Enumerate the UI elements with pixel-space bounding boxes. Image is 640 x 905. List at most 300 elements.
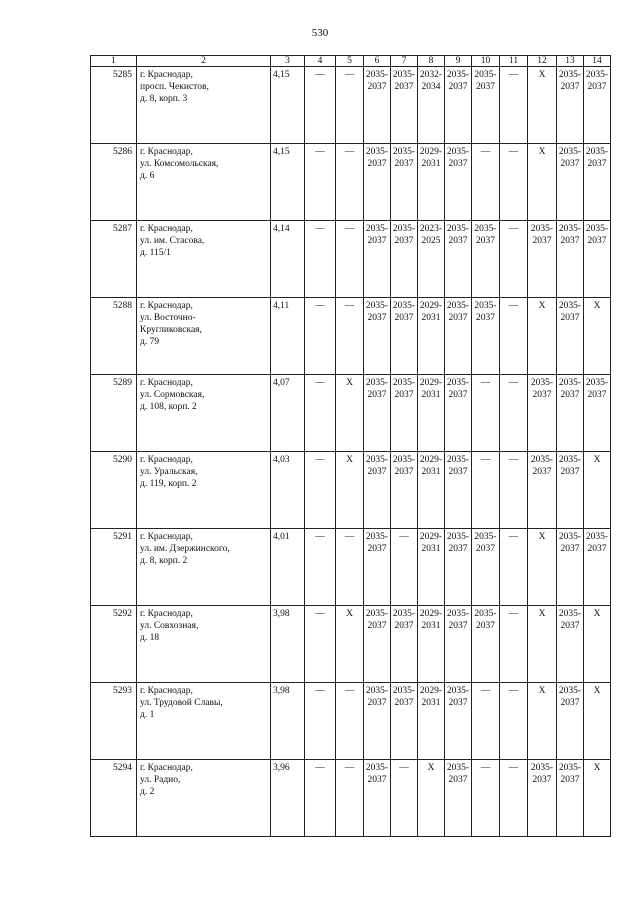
period-end: 2037 bbox=[448, 775, 468, 785]
period-cell bbox=[472, 298, 500, 375]
period-start: 2029- bbox=[419, 686, 443, 696]
period-end: 2037 bbox=[587, 544, 607, 554]
address-line: г. Краснодар, bbox=[140, 147, 193, 157]
address-line: ул. Радио, bbox=[140, 775, 181, 785]
address-line: д. 1 bbox=[140, 710, 155, 720]
period-cell: — bbox=[500, 452, 528, 529]
period-cell bbox=[557, 67, 584, 144]
address-line: г. Краснодар, bbox=[140, 301, 193, 311]
period-end: 2031 bbox=[421, 698, 441, 708]
period-cell: X bbox=[584, 298, 611, 375]
value-cell: 4,14 bbox=[271, 221, 305, 298]
period-end: 2037 bbox=[560, 467, 580, 477]
address-cell bbox=[137, 606, 271, 683]
table-row bbox=[91, 375, 611, 452]
period-end: 2037 bbox=[448, 236, 468, 246]
address-line: г. Краснодар, bbox=[140, 686, 193, 696]
column-header: 5 bbox=[336, 56, 364, 67]
period-end: 2037 bbox=[587, 159, 607, 169]
column-header: 4 bbox=[305, 56, 336, 67]
table-row bbox=[91, 606, 611, 683]
period-cell: — bbox=[472, 144, 500, 221]
period-cell bbox=[557, 298, 584, 375]
address-line: д. 79 bbox=[140, 337, 160, 347]
column-header: 6 bbox=[364, 56, 391, 67]
period-start: 2035- bbox=[365, 686, 389, 696]
period-end: 2037 bbox=[560, 313, 580, 323]
period-end: 2037 bbox=[560, 390, 580, 400]
period-cell: — bbox=[336, 67, 364, 144]
column-header: 9 bbox=[445, 56, 472, 67]
column-header: 10 bbox=[472, 56, 500, 67]
period-cell bbox=[418, 606, 445, 683]
period-cell bbox=[584, 529, 611, 606]
period-start: 2035- bbox=[446, 455, 470, 465]
period-cell: X bbox=[528, 606, 557, 683]
value-cell: 4,03 bbox=[271, 452, 305, 529]
address-line: просп. Чекистов, bbox=[140, 82, 209, 92]
period-start: 2035- bbox=[365, 378, 389, 388]
address-cell bbox=[137, 760, 271, 837]
period-end: 2037 bbox=[367, 82, 387, 92]
address-line: ул. Восточно- bbox=[140, 313, 196, 323]
period-cell: X bbox=[584, 452, 611, 529]
address-cell bbox=[137, 452, 271, 529]
period-cell bbox=[445, 67, 472, 144]
period-cell: — bbox=[305, 683, 336, 760]
period-cell bbox=[418, 452, 445, 529]
period-cell bbox=[472, 606, 500, 683]
period-start: 2035- bbox=[474, 532, 497, 542]
period-cell bbox=[364, 683, 391, 760]
address-line: ул. им. Стасова, bbox=[140, 236, 205, 246]
period-cell bbox=[364, 529, 391, 606]
period-cell bbox=[445, 298, 472, 375]
period-cell bbox=[528, 760, 557, 837]
period-start: 2029- bbox=[419, 378, 443, 388]
period-end: 2037 bbox=[394, 313, 414, 323]
period-cell bbox=[445, 529, 472, 606]
value-cell: 3,96 bbox=[271, 760, 305, 837]
period-cell: — bbox=[500, 760, 528, 837]
period-cell: X bbox=[528, 298, 557, 375]
period-cell bbox=[364, 221, 391, 298]
value-cell: 4,15 bbox=[271, 144, 305, 221]
column-header: 11 bbox=[500, 56, 528, 67]
period-cell bbox=[557, 606, 584, 683]
row-number: 5290 bbox=[91, 452, 137, 529]
period-cell: — bbox=[336, 221, 364, 298]
period-cell: — bbox=[472, 452, 500, 529]
period-cell: — bbox=[336, 144, 364, 221]
period-start: 2035- bbox=[365, 70, 389, 80]
period-cell: — bbox=[500, 683, 528, 760]
table-row bbox=[91, 760, 611, 837]
period-cell bbox=[584, 221, 611, 298]
period-cell bbox=[364, 298, 391, 375]
table-row bbox=[91, 529, 611, 606]
period-cell: — bbox=[500, 529, 528, 606]
period-start: 2029- bbox=[419, 147, 443, 157]
value-cell: 4,11 bbox=[271, 298, 305, 375]
period-start: 2035- bbox=[392, 378, 416, 388]
period-cell: X bbox=[584, 606, 611, 683]
period-cell: — bbox=[391, 529, 418, 606]
period-start: 2035- bbox=[558, 609, 582, 619]
period-end: 2031 bbox=[421, 159, 441, 169]
period-end: 2037 bbox=[367, 390, 387, 400]
period-start: 2035- bbox=[558, 301, 582, 311]
period-cell bbox=[528, 375, 557, 452]
table-row bbox=[91, 221, 611, 298]
period-cell bbox=[364, 760, 391, 837]
page-number: 530 bbox=[311, 27, 329, 39]
period-end: 2037 bbox=[560, 621, 580, 631]
period-start: 2035- bbox=[365, 301, 389, 311]
period-cell bbox=[418, 298, 445, 375]
period-cell bbox=[418, 144, 445, 221]
period-end: 2037 bbox=[532, 236, 552, 246]
period-end: 2037 bbox=[532, 390, 552, 400]
period-start: 2035- bbox=[446, 378, 470, 388]
period-end: 2037 bbox=[448, 82, 468, 92]
buildings-table bbox=[90, 55, 611, 837]
period-cell bbox=[391, 683, 418, 760]
period-cell bbox=[364, 452, 391, 529]
period-cell bbox=[445, 221, 472, 298]
table-row bbox=[91, 144, 611, 221]
period-cell bbox=[445, 683, 472, 760]
period-start: 2029- bbox=[419, 532, 443, 542]
period-cell bbox=[557, 529, 584, 606]
period-start: 2035- bbox=[558, 70, 582, 80]
period-end: 2037 bbox=[448, 544, 468, 554]
period-start: 2035- bbox=[392, 224, 416, 234]
period-end: 2031 bbox=[421, 621, 441, 631]
period-cell: X bbox=[418, 760, 445, 837]
period-cell bbox=[445, 144, 472, 221]
period-end: 2037 bbox=[476, 82, 495, 92]
address-cell bbox=[137, 683, 271, 760]
period-start: 2035- bbox=[558, 532, 582, 542]
period-cell: — bbox=[500, 298, 528, 375]
period-start: 2035- bbox=[365, 455, 389, 465]
period-end: 2037 bbox=[476, 621, 495, 631]
period-start: 2035- bbox=[446, 686, 470, 696]
period-start: 2035- bbox=[365, 763, 389, 773]
period-start: 2035- bbox=[446, 532, 470, 542]
period-cell bbox=[418, 221, 445, 298]
period-cell: — bbox=[500, 375, 528, 452]
period-end: 2037 bbox=[560, 82, 580, 92]
period-end: 2037 bbox=[394, 698, 414, 708]
address-cell bbox=[137, 298, 271, 375]
period-start: 2035- bbox=[446, 70, 470, 80]
period-end: 2037 bbox=[367, 544, 387, 554]
period-end: 2037 bbox=[448, 467, 468, 477]
period-cell bbox=[557, 144, 584, 221]
period-cell bbox=[391, 375, 418, 452]
period-cell bbox=[418, 375, 445, 452]
period-start: 2035- bbox=[446, 609, 470, 619]
row-number: 5292 bbox=[91, 606, 137, 683]
period-cell bbox=[391, 452, 418, 529]
period-cell bbox=[528, 452, 557, 529]
period-cell bbox=[584, 375, 611, 452]
period-cell: — bbox=[305, 221, 336, 298]
period-cell: — bbox=[500, 221, 528, 298]
value-cell: 4,01 bbox=[271, 529, 305, 606]
row-number: 5289 bbox=[91, 375, 137, 452]
period-end: 2037 bbox=[476, 544, 495, 554]
address-line: д. 115/1 bbox=[140, 248, 171, 258]
address-cell bbox=[137, 144, 271, 221]
period-start: 2035- bbox=[365, 532, 389, 542]
period-start: 2029- bbox=[419, 301, 443, 311]
period-cell bbox=[472, 67, 500, 144]
period-end: 2037 bbox=[448, 390, 468, 400]
period-cell bbox=[445, 606, 472, 683]
address-line: д. 119, корп. 2 bbox=[140, 479, 197, 489]
table-row bbox=[91, 67, 611, 144]
period-cell bbox=[557, 452, 584, 529]
column-header: 12 bbox=[528, 56, 557, 67]
address-line: г. Краснодар, bbox=[140, 609, 193, 619]
period-cell bbox=[472, 221, 500, 298]
period-end: 2037 bbox=[560, 544, 580, 554]
period-start: 2035- bbox=[392, 609, 416, 619]
period-end: 2037 bbox=[367, 621, 387, 631]
period-cell bbox=[364, 375, 391, 452]
period-cell: X bbox=[336, 606, 364, 683]
address-line: ул. им. Дзержинского, bbox=[140, 544, 230, 554]
address-line: г. Краснодар, bbox=[140, 763, 193, 773]
period-start: 2035- bbox=[392, 70, 416, 80]
period-end: 2037 bbox=[587, 236, 607, 246]
period-cell: — bbox=[336, 760, 364, 837]
address-cell bbox=[137, 67, 271, 144]
address-line: д. 2 bbox=[140, 787, 155, 797]
period-cell: X bbox=[584, 760, 611, 837]
period-end: 2037 bbox=[367, 698, 387, 708]
address-line: г. Краснодар, bbox=[140, 455, 193, 465]
period-cell: X bbox=[584, 683, 611, 760]
period-end: 2037 bbox=[448, 313, 468, 323]
table-header-row bbox=[91, 56, 611, 67]
period-start: 2035- bbox=[585, 532, 609, 542]
column-header: 7 bbox=[391, 56, 418, 67]
period-start: 2035- bbox=[474, 70, 497, 80]
address-line: г. Краснодар, bbox=[140, 378, 193, 388]
value-cell: 3,98 bbox=[271, 606, 305, 683]
period-cell bbox=[418, 529, 445, 606]
period-end: 2037 bbox=[394, 390, 414, 400]
period-end: 2037 bbox=[587, 390, 607, 400]
period-cell bbox=[364, 144, 391, 221]
period-start: 2035- bbox=[558, 763, 582, 773]
row-number: 5287 bbox=[91, 221, 137, 298]
period-start: 2023- bbox=[419, 224, 443, 234]
period-start: 2035- bbox=[558, 147, 582, 157]
period-end: 2037 bbox=[367, 467, 387, 477]
period-cell: — bbox=[336, 529, 364, 606]
value-cell: 4,07 bbox=[271, 375, 305, 452]
period-end: 2031 bbox=[421, 544, 441, 554]
period-start: 2035- bbox=[558, 455, 582, 465]
period-cell bbox=[391, 298, 418, 375]
period-start: 2035- bbox=[530, 224, 554, 234]
period-cell: — bbox=[305, 144, 336, 221]
period-end: 2037 bbox=[394, 159, 414, 169]
period-start: 2029- bbox=[419, 609, 443, 619]
period-end: 2037 bbox=[367, 236, 387, 246]
period-start: 2035- bbox=[392, 455, 416, 465]
period-end: 2037 bbox=[448, 159, 468, 169]
address-line: г. Краснодар, bbox=[140, 532, 193, 542]
period-end: 2037 bbox=[448, 698, 468, 708]
period-end: 2037 bbox=[476, 236, 495, 246]
table-row bbox=[91, 452, 611, 529]
period-start: 2035- bbox=[365, 147, 389, 157]
period-cell bbox=[364, 67, 391, 144]
period-end: 2037 bbox=[560, 775, 580, 785]
period-end: 2037 bbox=[394, 621, 414, 631]
row-number: 5293 bbox=[91, 683, 137, 760]
period-start: 2035- bbox=[558, 224, 582, 234]
period-start: 2035- bbox=[474, 301, 497, 311]
table-row bbox=[91, 298, 611, 375]
period-cell bbox=[445, 760, 472, 837]
period-cell: — bbox=[305, 606, 336, 683]
period-cell: — bbox=[472, 375, 500, 452]
period-start: 2035- bbox=[446, 763, 470, 773]
row-number: 5286 bbox=[91, 144, 137, 221]
table-row bbox=[91, 683, 611, 760]
column-header: 3 bbox=[271, 56, 305, 67]
period-cell: — bbox=[305, 67, 336, 144]
period-cell: — bbox=[336, 298, 364, 375]
period-start: 2035- bbox=[446, 224, 470, 234]
column-header: 13 bbox=[557, 56, 584, 67]
column-header: 8 bbox=[418, 56, 445, 67]
period-end: 2037 bbox=[532, 467, 552, 477]
period-cell bbox=[557, 221, 584, 298]
row-number: 5294 bbox=[91, 760, 137, 837]
column-header: 1 bbox=[91, 56, 137, 67]
period-end: 2037 bbox=[476, 313, 495, 323]
address-line: д. 6 bbox=[140, 171, 155, 181]
period-cell: — bbox=[336, 683, 364, 760]
table-body bbox=[91, 67, 611, 837]
period-cell: — bbox=[472, 760, 500, 837]
column-header: 2 bbox=[137, 56, 271, 67]
period-cell bbox=[418, 67, 445, 144]
period-end: 2037 bbox=[394, 236, 414, 246]
period-cell bbox=[557, 760, 584, 837]
period-end: 2037 bbox=[532, 775, 552, 785]
period-start: 2035- bbox=[585, 147, 609, 157]
address-line: Кругликовская, bbox=[140, 325, 202, 335]
value-cell: 4,15 bbox=[271, 67, 305, 144]
period-cell bbox=[557, 375, 584, 452]
address-line: д. 8, корп. 3 bbox=[140, 94, 188, 104]
period-cell: X bbox=[528, 144, 557, 221]
period-start: 2035- bbox=[585, 70, 609, 80]
period-cell bbox=[528, 221, 557, 298]
address-cell bbox=[137, 375, 271, 452]
period-end: 2031 bbox=[421, 467, 441, 477]
period-start: 2035- bbox=[558, 378, 582, 388]
period-start: 2035- bbox=[530, 455, 554, 465]
address-cell bbox=[137, 221, 271, 298]
period-start: 2035- bbox=[585, 378, 609, 388]
period-end: 2037 bbox=[367, 775, 387, 785]
period-cell bbox=[391, 606, 418, 683]
period-start: 2035- bbox=[365, 224, 389, 234]
period-start: 2035- bbox=[446, 147, 470, 157]
period-end: 2037 bbox=[448, 621, 468, 631]
period-cell bbox=[445, 452, 472, 529]
period-cell bbox=[391, 221, 418, 298]
period-cell bbox=[557, 683, 584, 760]
period-cell: — bbox=[391, 760, 418, 837]
period-cell: X bbox=[528, 529, 557, 606]
period-start: 2035- bbox=[446, 301, 470, 311]
period-end: 2031 bbox=[421, 390, 441, 400]
period-cell: — bbox=[305, 375, 336, 452]
period-end: 2037 bbox=[394, 82, 414, 92]
period-cell: X bbox=[528, 67, 557, 144]
period-cell bbox=[584, 144, 611, 221]
period-cell: — bbox=[472, 683, 500, 760]
period-end: 2037 bbox=[560, 698, 580, 708]
period-cell: — bbox=[305, 529, 336, 606]
period-end: 2025 bbox=[421, 236, 441, 246]
period-start: 2035- bbox=[392, 686, 416, 696]
value-cell: 3,98 bbox=[271, 683, 305, 760]
address-line: ул. Комсомольская, bbox=[140, 159, 219, 169]
period-cell bbox=[391, 67, 418, 144]
period-start: 2035- bbox=[530, 763, 554, 773]
period-start: 2035- bbox=[474, 609, 497, 619]
period-cell bbox=[445, 375, 472, 452]
period-start: 2035- bbox=[474, 224, 497, 234]
period-end: 2037 bbox=[560, 236, 580, 246]
row-number: 5288 bbox=[91, 298, 137, 375]
period-cell bbox=[584, 67, 611, 144]
period-start: 2029- bbox=[419, 455, 443, 465]
address-line: г. Краснодар, bbox=[140, 224, 193, 234]
period-cell bbox=[472, 529, 500, 606]
address-line: ул. Сормовская, bbox=[140, 390, 205, 400]
period-start: 2035- bbox=[392, 301, 416, 311]
period-start: 2035- bbox=[558, 686, 582, 696]
period-end: 2037 bbox=[587, 82, 607, 92]
period-start: 2035- bbox=[530, 378, 554, 388]
period-cell: — bbox=[305, 298, 336, 375]
period-cell: — bbox=[500, 144, 528, 221]
period-cell bbox=[364, 606, 391, 683]
period-cell: — bbox=[500, 67, 528, 144]
address-line: д. 8, корп. 2 bbox=[140, 556, 188, 566]
period-cell bbox=[418, 683, 445, 760]
period-end: 2034 bbox=[421, 82, 441, 92]
address-line: д. 108, корп. 2 bbox=[140, 402, 197, 412]
address-line: ул. Совхозная, bbox=[140, 621, 199, 631]
row-number: 5291 bbox=[91, 529, 137, 606]
period-cell: X bbox=[528, 683, 557, 760]
period-end: 2037 bbox=[367, 159, 387, 169]
